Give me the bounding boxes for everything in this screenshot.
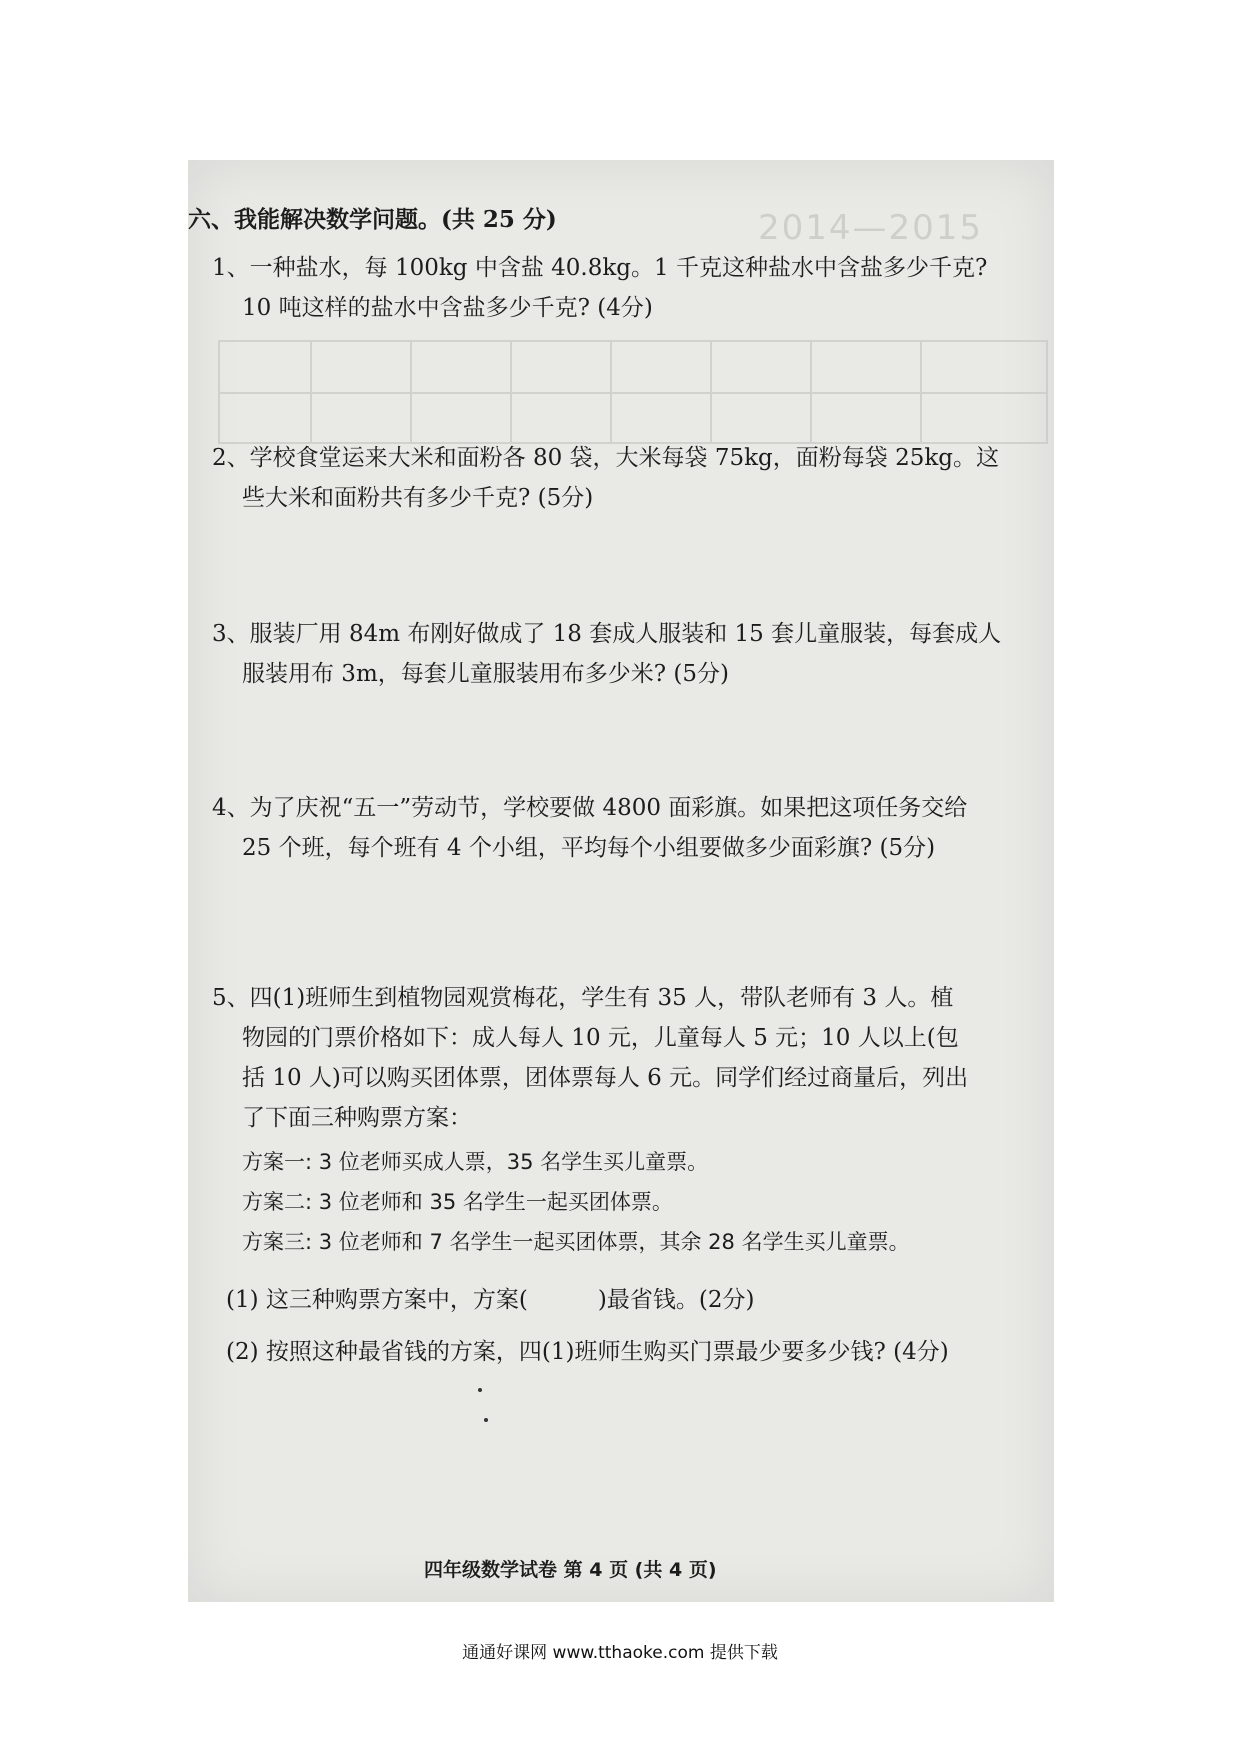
sub-question-1-suffix: )最省钱。(2分): [597, 1287, 755, 1313]
page-footer: 四年级数学试卷 第 4 页 (共 4 页): [424, 1559, 717, 1581]
bleed-through-table-col: [310, 342, 312, 442]
plan-1: 方案一: 3 位老师买成人票，35 名学生买儿童票。: [242, 1150, 709, 1174]
sub-question-1-prefix: (1) 这三种购票方案中，方案(: [226, 1287, 528, 1313]
question-1-line-1: 1、一种盐水，每 100kg 中含盐 40.8kg。1 千克这种盐水中含盐多少千克?: [212, 255, 988, 281]
bleed-through-table-col: [810, 342, 812, 442]
question-4-line-2: 25 个班，每个班有 4 个小组，平均每个小组要做多少面彩旗? (5分): [242, 835, 936, 861]
bleed-through-table-col: [610, 342, 612, 442]
question-3-line-2: 服装用布 3m，每套儿童服装用布多少米? (5分): [242, 661, 729, 687]
bleed-through-header: 2014—2015: [758, 208, 984, 248]
question-4-line-1: 4、为了庆祝“五一”劳动节，学校要做 4800 面彩旗。如果把这项任务交给: [212, 795, 968, 821]
plan-3: 方案三: 3 位老师和 7 名学生一起买团体票，其余 28 名学生买儿童票。: [242, 1230, 910, 1254]
question-5-line-1: 5、四(1)班师生到植物园观赏梅花，学生有 35 人，带队老师有 3 人。植: [212, 985, 954, 1011]
download-caption: 通通好课网 www.tthaoke.com 提供下载: [462, 1643, 778, 1663]
question-5-line-3: 括 10 人)可以购买团体票，团体票每人 6 元。同学们经过商量后，列出: [242, 1065, 969, 1091]
bleed-through-table-col: [510, 342, 512, 442]
question-1-line-2: 10 吨这样的盐水中含盐多少千克? (4分): [242, 295, 653, 321]
bleed-through-score-table: [218, 340, 1048, 444]
sub-question-2: (2) 按照这种最省钱的方案，四(1)班师生购买门票最少要多少钱? (4分): [226, 1339, 949, 1365]
ink-speck: [484, 1418, 488, 1422]
question-3-line-1: 3、服装厂用 84m 布刚好做成了 18 套成人服装和 15 套儿童服装，每套成人: [212, 621, 1002, 647]
ink-speck: [478, 1388, 482, 1392]
sub-question-1: [226, 1284, 754, 1316]
scanned-exam-page: [188, 160, 1054, 1602]
question-5-line-4: 了下面三种购票方案：: [242, 1105, 472, 1131]
plan-2: 方案二: 3 位老师和 35 名学生一起买团体票。: [242, 1190, 673, 1214]
bleed-through-table-col: [410, 342, 412, 442]
question-2-line-2: 些大米和面粉共有多少千克? (5分): [242, 485, 594, 511]
question-5-line-2: 物园的门票价格如下：成人每人 10 元，儿童每人 5 元；10 人以上(包: [242, 1025, 959, 1051]
bleed-through-table-col: [920, 342, 922, 442]
question-2-line-1: 2、学校食堂运来大米和面粉各 80 袋，大米每袋 75kg，面粉每袋 25kg。这: [212, 445, 999, 471]
bleed-through-table-rule: [220, 392, 1046, 394]
bleed-through-table-col: [710, 342, 712, 442]
section-title: 六、我能解决数学问题。(共 25 分): [188, 206, 557, 233]
